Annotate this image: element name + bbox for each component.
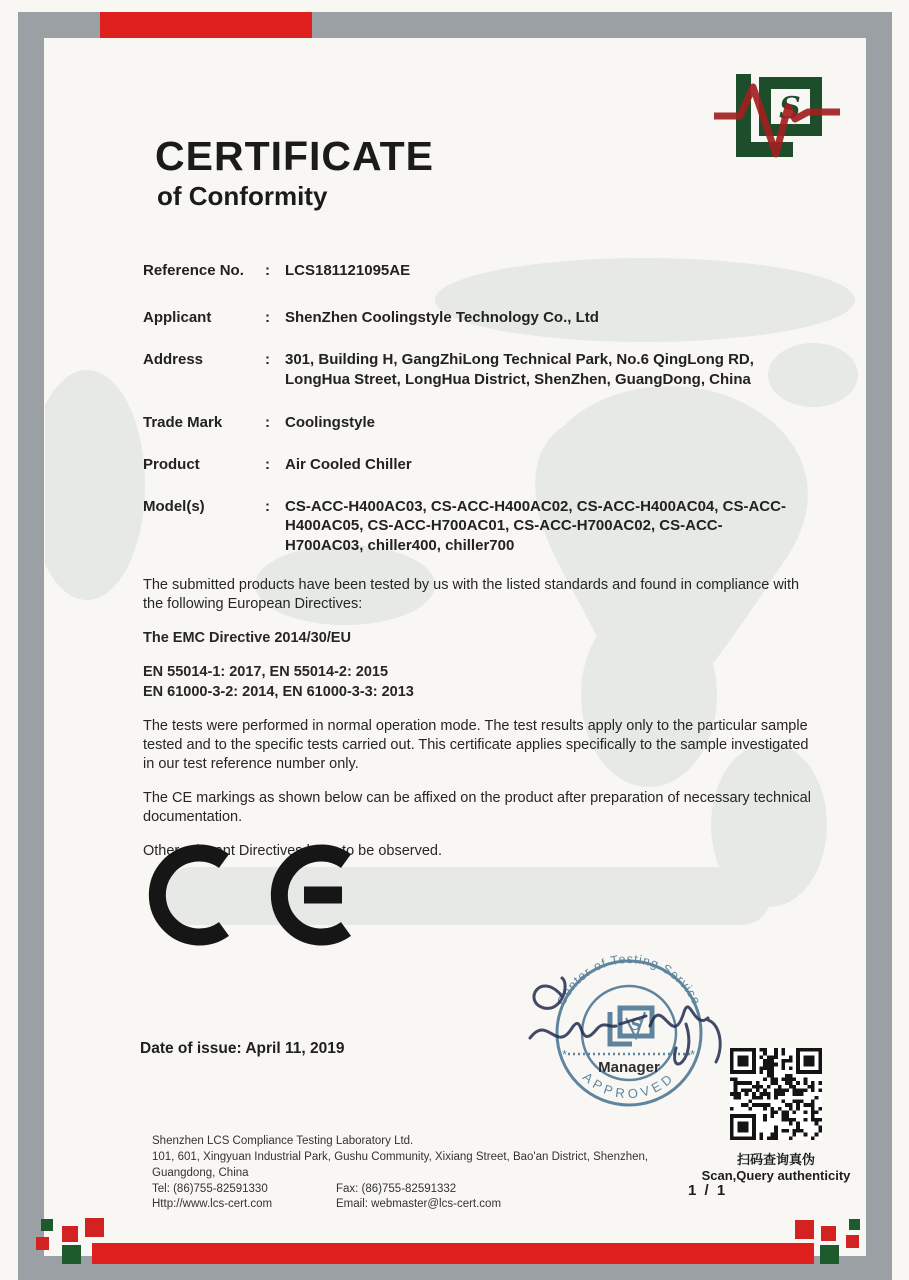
lab-website: Http://www.lcs-cert.com: [152, 1198, 273, 1211]
field-address: [143, 350, 803, 388]
deco-square: [820, 1245, 839, 1264]
field-label: Applicant: [143, 309, 212, 327]
svg-text:Center of Testing Service: Center of Testing Service: [554, 951, 704, 1008]
lab-name: Shenzhen LCS Compliance Testing Laboratory Ltd.: [152, 1135, 414, 1147]
lcs-logo: [712, 62, 844, 174]
lab-fax: Fax: (86)755-82591332: [336, 1182, 457, 1195]
paragraph-other-directives: Other relevant Directives have to be observed.: [143, 843, 443, 860]
field-trade-mark: [143, 413, 803, 432]
manager-signature: [516, 962, 746, 1102]
qr-caption-en: Scan,Query authenticity: [701, 1168, 851, 1183]
field-label: Reference No.: [143, 262, 244, 279]
field-product: [143, 455, 803, 474]
deco-square: [62, 1226, 78, 1242]
standards-line-2: EN 61000-3-2: 2014, EN 61000-3-3: 2013: [143, 683, 414, 700]
top-red-bar: [100, 12, 312, 38]
bottom-red-bar: [92, 1243, 814, 1264]
lab-web-row: [152, 1197, 648, 1213]
field-label: Product: [143, 455, 200, 473]
field-value: LCS181121095AE: [285, 262, 411, 279]
deco-square: [85, 1218, 104, 1237]
certificate-subtitle: of Conformity: [157, 181, 328, 211]
field-colon: :: [265, 262, 270, 279]
svg-text:*: *: [562, 1047, 568, 1062]
field-label: Trade Mark: [143, 413, 223, 431]
stamp-manager-label: Manager: [598, 1059, 660, 1076]
statement-block: [143, 576, 811, 876]
deco-square: [846, 1235, 859, 1248]
date-of-issue: Date of issue: April 11, 2019: [140, 1040, 345, 1057]
qr-caption-zh: 扫码查询真伪: [736, 1152, 815, 1167]
lab-phone-row: [152, 1182, 648, 1198]
frame-left: [18, 12, 44, 1280]
lab-footer: [152, 1134, 648, 1213]
field-value: Coolingstyle: [285, 413, 376, 431]
certificate-title: CERTIFICATE: [155, 133, 435, 179]
standards-line-1: EN 55014-1: 2017, EN 55014-2: 2015: [143, 664, 389, 681]
svg-text:S: S: [779, 91, 801, 126]
field-label: Address: [143, 351, 204, 369]
svg-text:*: *: [690, 1047, 696, 1062]
field-label: Model(s): [143, 498, 205, 516]
lab-address-line2: Guangdong, China: [152, 1166, 249, 1179]
svg-text:S: S: [630, 1015, 642, 1034]
field-applicant: [143, 308, 803, 327]
field-value: 301, Building H, GangZhiLong Technical Park, No.6 QingLong RD, LongHua Street, LongHua District, ShenZhen, GuangDong, China: [285, 351, 754, 388]
field-models: [143, 497, 803, 555]
paragraph-tests: The tests were performed in normal operation mode. The test results apply only to the particular sample tested and to the specific tests carried out. This certificate applies specifically to the sample investigated in our test reference number only.: [143, 717, 809, 772]
field-reference-no: [143, 261, 803, 280]
deco-square: [821, 1226, 836, 1241]
emc-directive: The EMC Directive 2014/30/EU: [143, 630, 351, 647]
field-colon: :: [265, 309, 270, 327]
field-colon: :: [265, 413, 270, 431]
ce-mark-icon: [136, 843, 368, 947]
certificate-fields: [143, 261, 803, 555]
field-value: Air Cooled Chiller: [285, 455, 412, 473]
standards-block: [143, 663, 811, 701]
deco-square: [849, 1219, 860, 1230]
paragraph-ce-markings: The CE markings as shown below can be affixed on the product after preparation of necessary technical documentation.: [143, 790, 811, 826]
deco-square: [41, 1219, 53, 1231]
frame-right: [866, 12, 892, 1280]
lab-tel: Tel: (86)755-82591330: [152, 1182, 268, 1195]
field-colon: :: [265, 455, 270, 473]
field-value: CS-ACC-H400AC03, CS-ACC-H400AC02, CS-ACC-H400AC04, CS-ACC-H400AC05, CS-ACC-H700AC01, CS-ACC-H700AC02, CS-ACC-H700AC03, chiller400, chiller700: [285, 498, 786, 554]
page-number: 1 / 1: [688, 1182, 728, 1199]
field-colon: :: [265, 498, 270, 516]
deco-square: [36, 1237, 49, 1250]
deco-square: [795, 1220, 814, 1239]
svg-text:APPROVED: APPROVED: [579, 1069, 679, 1102]
field-colon: :: [265, 351, 270, 369]
statement-intro: The submitted products have been tested by us with the listed standards and found in compliance with the following European Directives:: [143, 577, 800, 613]
field-value: ShenZhen Coolingstyle Technology Co., Ltd: [285, 309, 599, 327]
deco-square: [62, 1245, 81, 1264]
lab-address-line1: 101, 601, Xingyuan Industrial Park, Gushu Community, Xixiang Street, Bao'an District, Shenzhen,: [152, 1150, 649, 1163]
lab-email: Email: webmaster@lcs-cert.com: [336, 1198, 502, 1211]
